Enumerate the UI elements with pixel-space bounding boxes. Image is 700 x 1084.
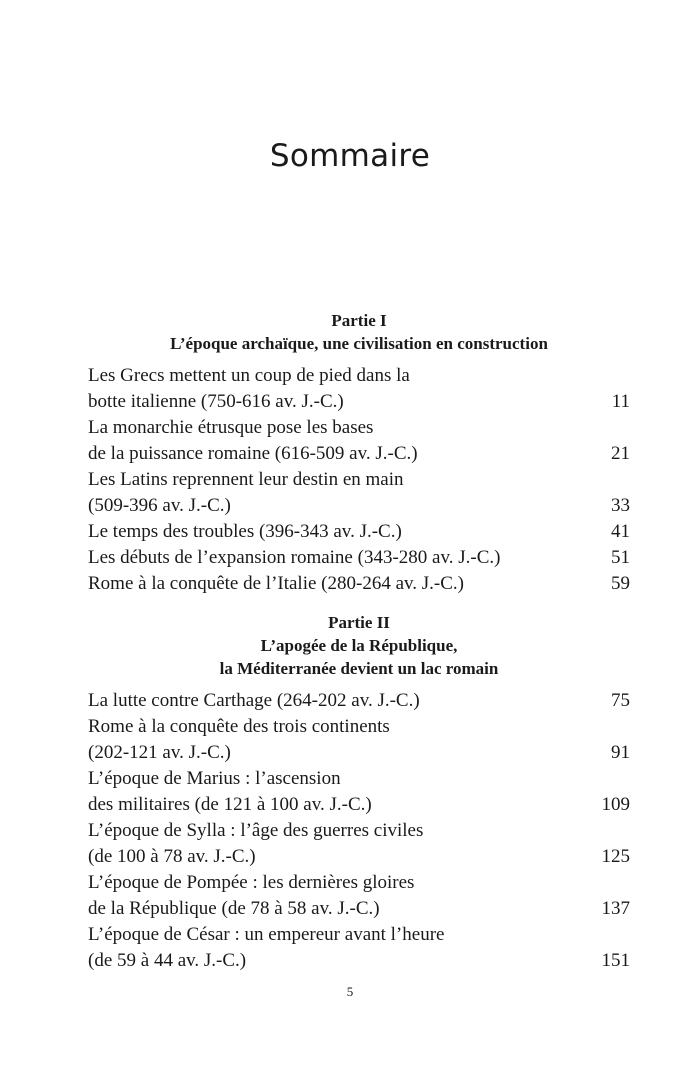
toc-entry[interactable] (88, 818, 630, 870)
entry-text: (de 100 à 78 av. J.-C.) (88, 846, 256, 867)
toc-entry[interactable] (88, 545, 630, 571)
entry-page-number: 11 (611, 391, 630, 412)
page-number: 5 (346, 984, 354, 999)
toc-entry[interactable] (88, 467, 630, 519)
entry-page-number: 41 (611, 521, 630, 542)
entry-page-number: 21 (611, 443, 630, 464)
entry-text: des militaires (de 121 à 100 av. J.-C.) (88, 794, 372, 815)
toc-entry[interactable] (88, 714, 630, 766)
entry-text: de la puissance romaine (616-509 av. J.-C.) (88, 443, 418, 464)
entry-text: L’époque de Sylla : l’âge des guerres civiles (88, 820, 424, 841)
entry-text: de la République (de 78 à 58 av. J.-C.) (88, 898, 380, 919)
toc-entry[interactable] (88, 870, 630, 922)
toc-entry[interactable] (88, 766, 630, 818)
entry-page-number: 91 (611, 742, 630, 763)
page-title: Sommaire (269, 138, 431, 174)
toc-entry[interactable] (88, 415, 630, 467)
part-1-entries (88, 363, 630, 597)
part-2-subtitle-line-1: L’apogée de la République, (260, 636, 458, 655)
part-2-label: Partie II (328, 613, 390, 632)
part-1-subtitle: L’époque archaïque, une civilisation en construction (170, 334, 548, 353)
entry-page-number: 59 (611, 573, 630, 594)
entry-text: (de 59 à 44 av. J.-C.) (88, 950, 247, 971)
entry-page-number: 51 (611, 547, 630, 568)
entry-page-number: 137 (601, 898, 630, 919)
toc-entry[interactable] (88, 519, 630, 545)
entry-text: Rome à la conquête des trois continents (88, 716, 390, 737)
entry-page-number: 75 (611, 690, 630, 711)
toc-entry[interactable] (88, 571, 630, 597)
part-1 (88, 309, 630, 597)
entry-text: L’époque de Marius : l’ascension (88, 768, 341, 789)
entry-page-number: 109 (601, 794, 630, 815)
entry-text: botte italienne (750-616 av. J.-C.) (88, 391, 344, 412)
entry-text: La lutte contre Carthage (264-202 av. J.-C.) (88, 690, 420, 711)
entry-text: Les Grecs mettent un coup de pied dans la (88, 365, 410, 386)
table-of-contents (88, 309, 630, 974)
entry-text: Rome à la conquête de l’Italie (280-264 av. J.-C.) (88, 573, 465, 594)
entry-page-number: 151 (601, 950, 630, 971)
part-1-label: Partie I (331, 311, 387, 330)
entry-page-number: 33 (611, 495, 630, 516)
entry-text: Les Latins reprennent leur destin en main (88, 469, 404, 490)
toc-entry[interactable] (88, 363, 630, 415)
entry-text: L’époque de Pompée : les dernières gloires (88, 872, 415, 893)
entry-text: L’époque de César : un empereur avant l’heure (88, 924, 445, 945)
entry-text: Les débuts de l’expansion romaine (343-280 av. J.-C.) (88, 547, 501, 568)
toc-entry[interactable] (88, 688, 630, 714)
entry-page-number: 125 (601, 846, 630, 867)
entry-text: Le temps des troubles (396-343 av. J.-C.) (88, 521, 402, 542)
part-2-subtitle-line-2: la Méditerranée devient un lac romain (219, 659, 499, 678)
part-2-entries (88, 688, 630, 974)
entry-text: (509-396 av. J.-C.) (88, 495, 231, 516)
toc-entry[interactable] (88, 922, 630, 974)
part-2 (88, 611, 630, 974)
entry-text: La monarchie étrusque pose les bases (88, 417, 374, 438)
entry-text: (202-121 av. J.-C.) (88, 742, 231, 763)
